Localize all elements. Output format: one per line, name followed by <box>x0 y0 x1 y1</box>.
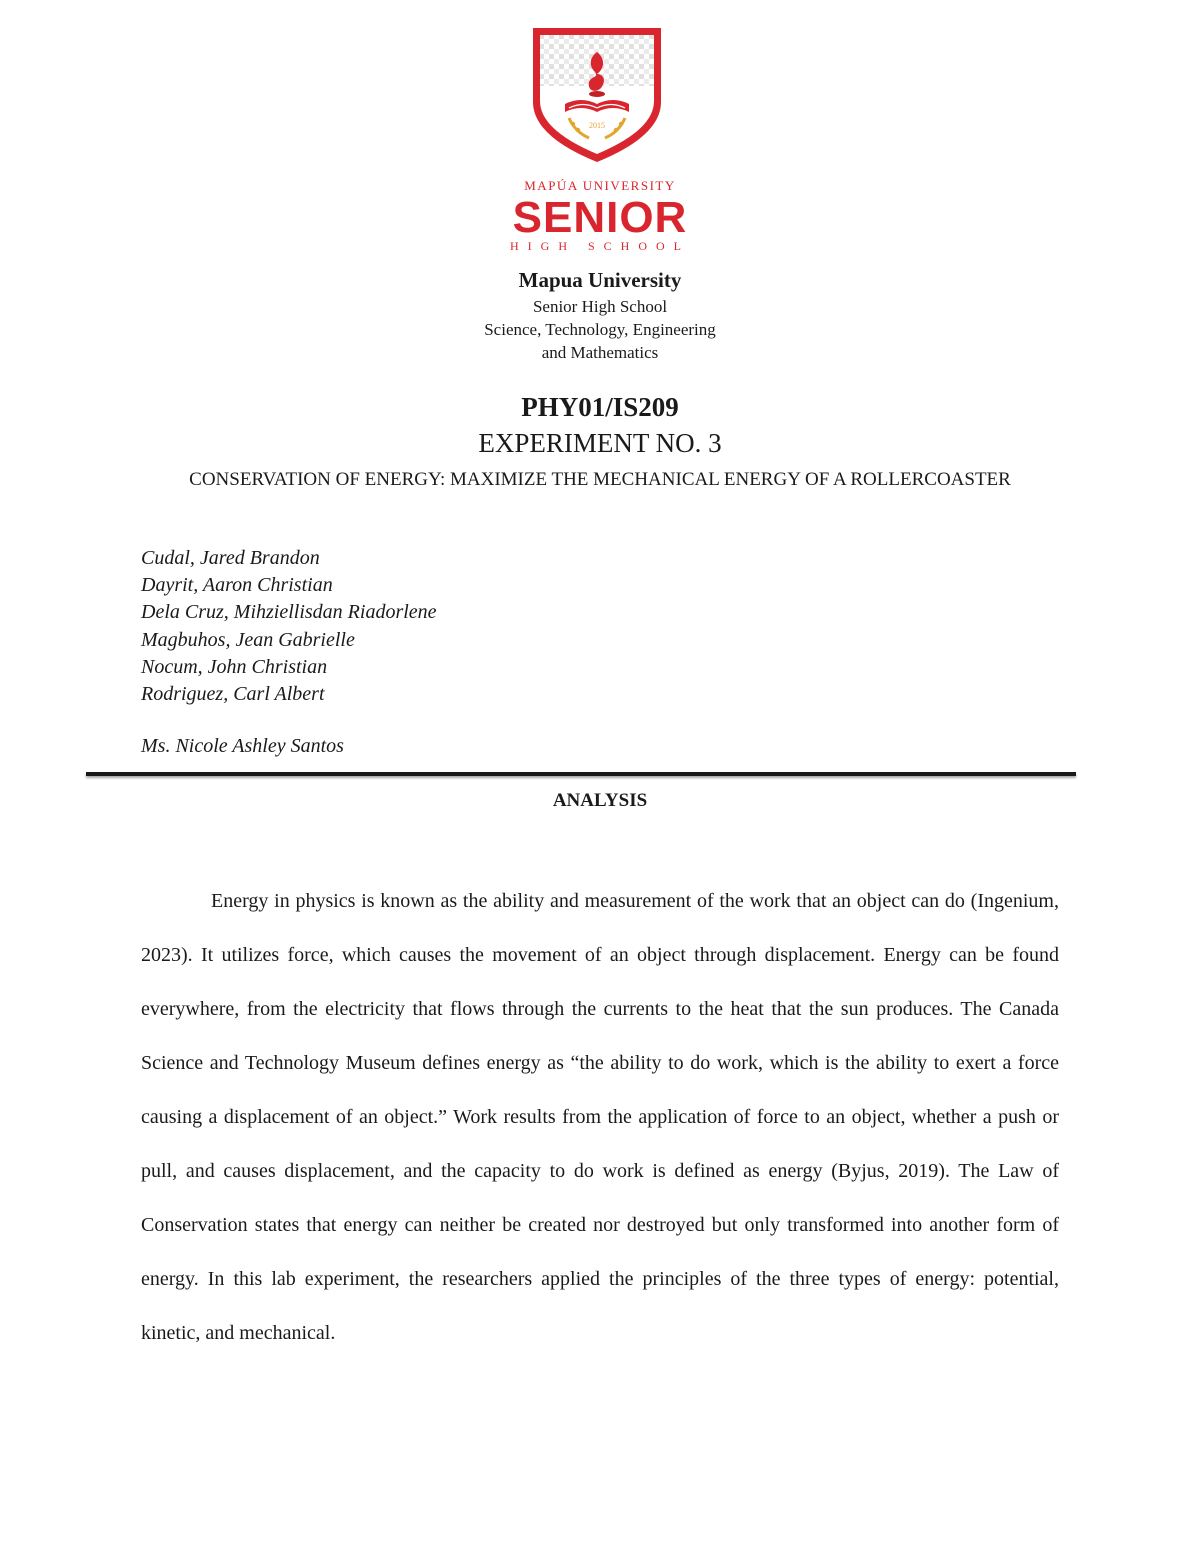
school-name: Senior High School <box>532 297 668 316</box>
author-name: Dayrit, Aaron Christian <box>141 574 333 597</box>
strand-line-1: Science, Technology, Engineering <box>484 320 716 339</box>
section-heading: ANALYSIS <box>552 790 648 811</box>
experiment-number: EXPERIMENT NO. 3 <box>478 428 722 458</box>
author-name: Rodriguez, Carl Albert <box>141 683 325 706</box>
university-name: Mapua University <box>518 268 682 292</box>
svg-text:MAPÚA UNIVERSITY: MAPÚA UNIVERSITY <box>524 178 676 193</box>
author-name: Dela Cruz, Mihziellisdan Riadorlene <box>141 601 437 624</box>
experiment-title: CONSERVATION OF ENERGY: MAXIMIZE THE MECHANICAL ENERGY OF A ROLLERCOASTER <box>189 469 1011 490</box>
svg-text:SENIOR: SENIOR <box>512 193 688 242</box>
instructor-name: Ms. Nicole Ashley Santos <box>141 735 344 757</box>
analysis-paragraph: Energy in physics is known as the ability and measurement of the work that an object can do (Ingenium, 2023). It utilizes force, which causes the movement of an object through displacement. Energy can be found everywhere, from the electricity that flows through the currents to the heat that the sun produces. The Canada Science and Technology Museum defines energy as “the ability to do work, which is the ability to exert a force causing a displacement of an object.” Work results from the application of force to an object, whether a push or pull, and causes displacement, and the capacity to do work is defined as energy (Byjus, 2019). The Law of Conservation states that energy can neither be created nor destroyed but only transformed into another form of energy. In this lab experiment, the researchers applied the principles of the three types of energy: potential, kinetic, and mechanical. <box>141 890 1059 1344</box>
school-wordmark-logo <box>500 176 700 254</box>
author-name: Cudal, Jared Brandon <box>141 547 320 569</box>
section-divider <box>86 772 1076 776</box>
svg-text:2015: 2015 <box>589 121 605 130</box>
school-crest-logo <box>529 24 665 166</box>
course-code: PHY01/IS209 <box>521 392 679 422</box>
author-name: Magbuhos, Jean Gabrielle <box>141 628 355 651</box>
author-list <box>141 545 437 708</box>
author-name: Nocum, John Christian <box>141 655 328 678</box>
svg-text:HIGH SCHOOL: HIGH SCHOOL <box>510 239 690 253</box>
strand-line-2: and Mathematics <box>541 343 659 362</box>
